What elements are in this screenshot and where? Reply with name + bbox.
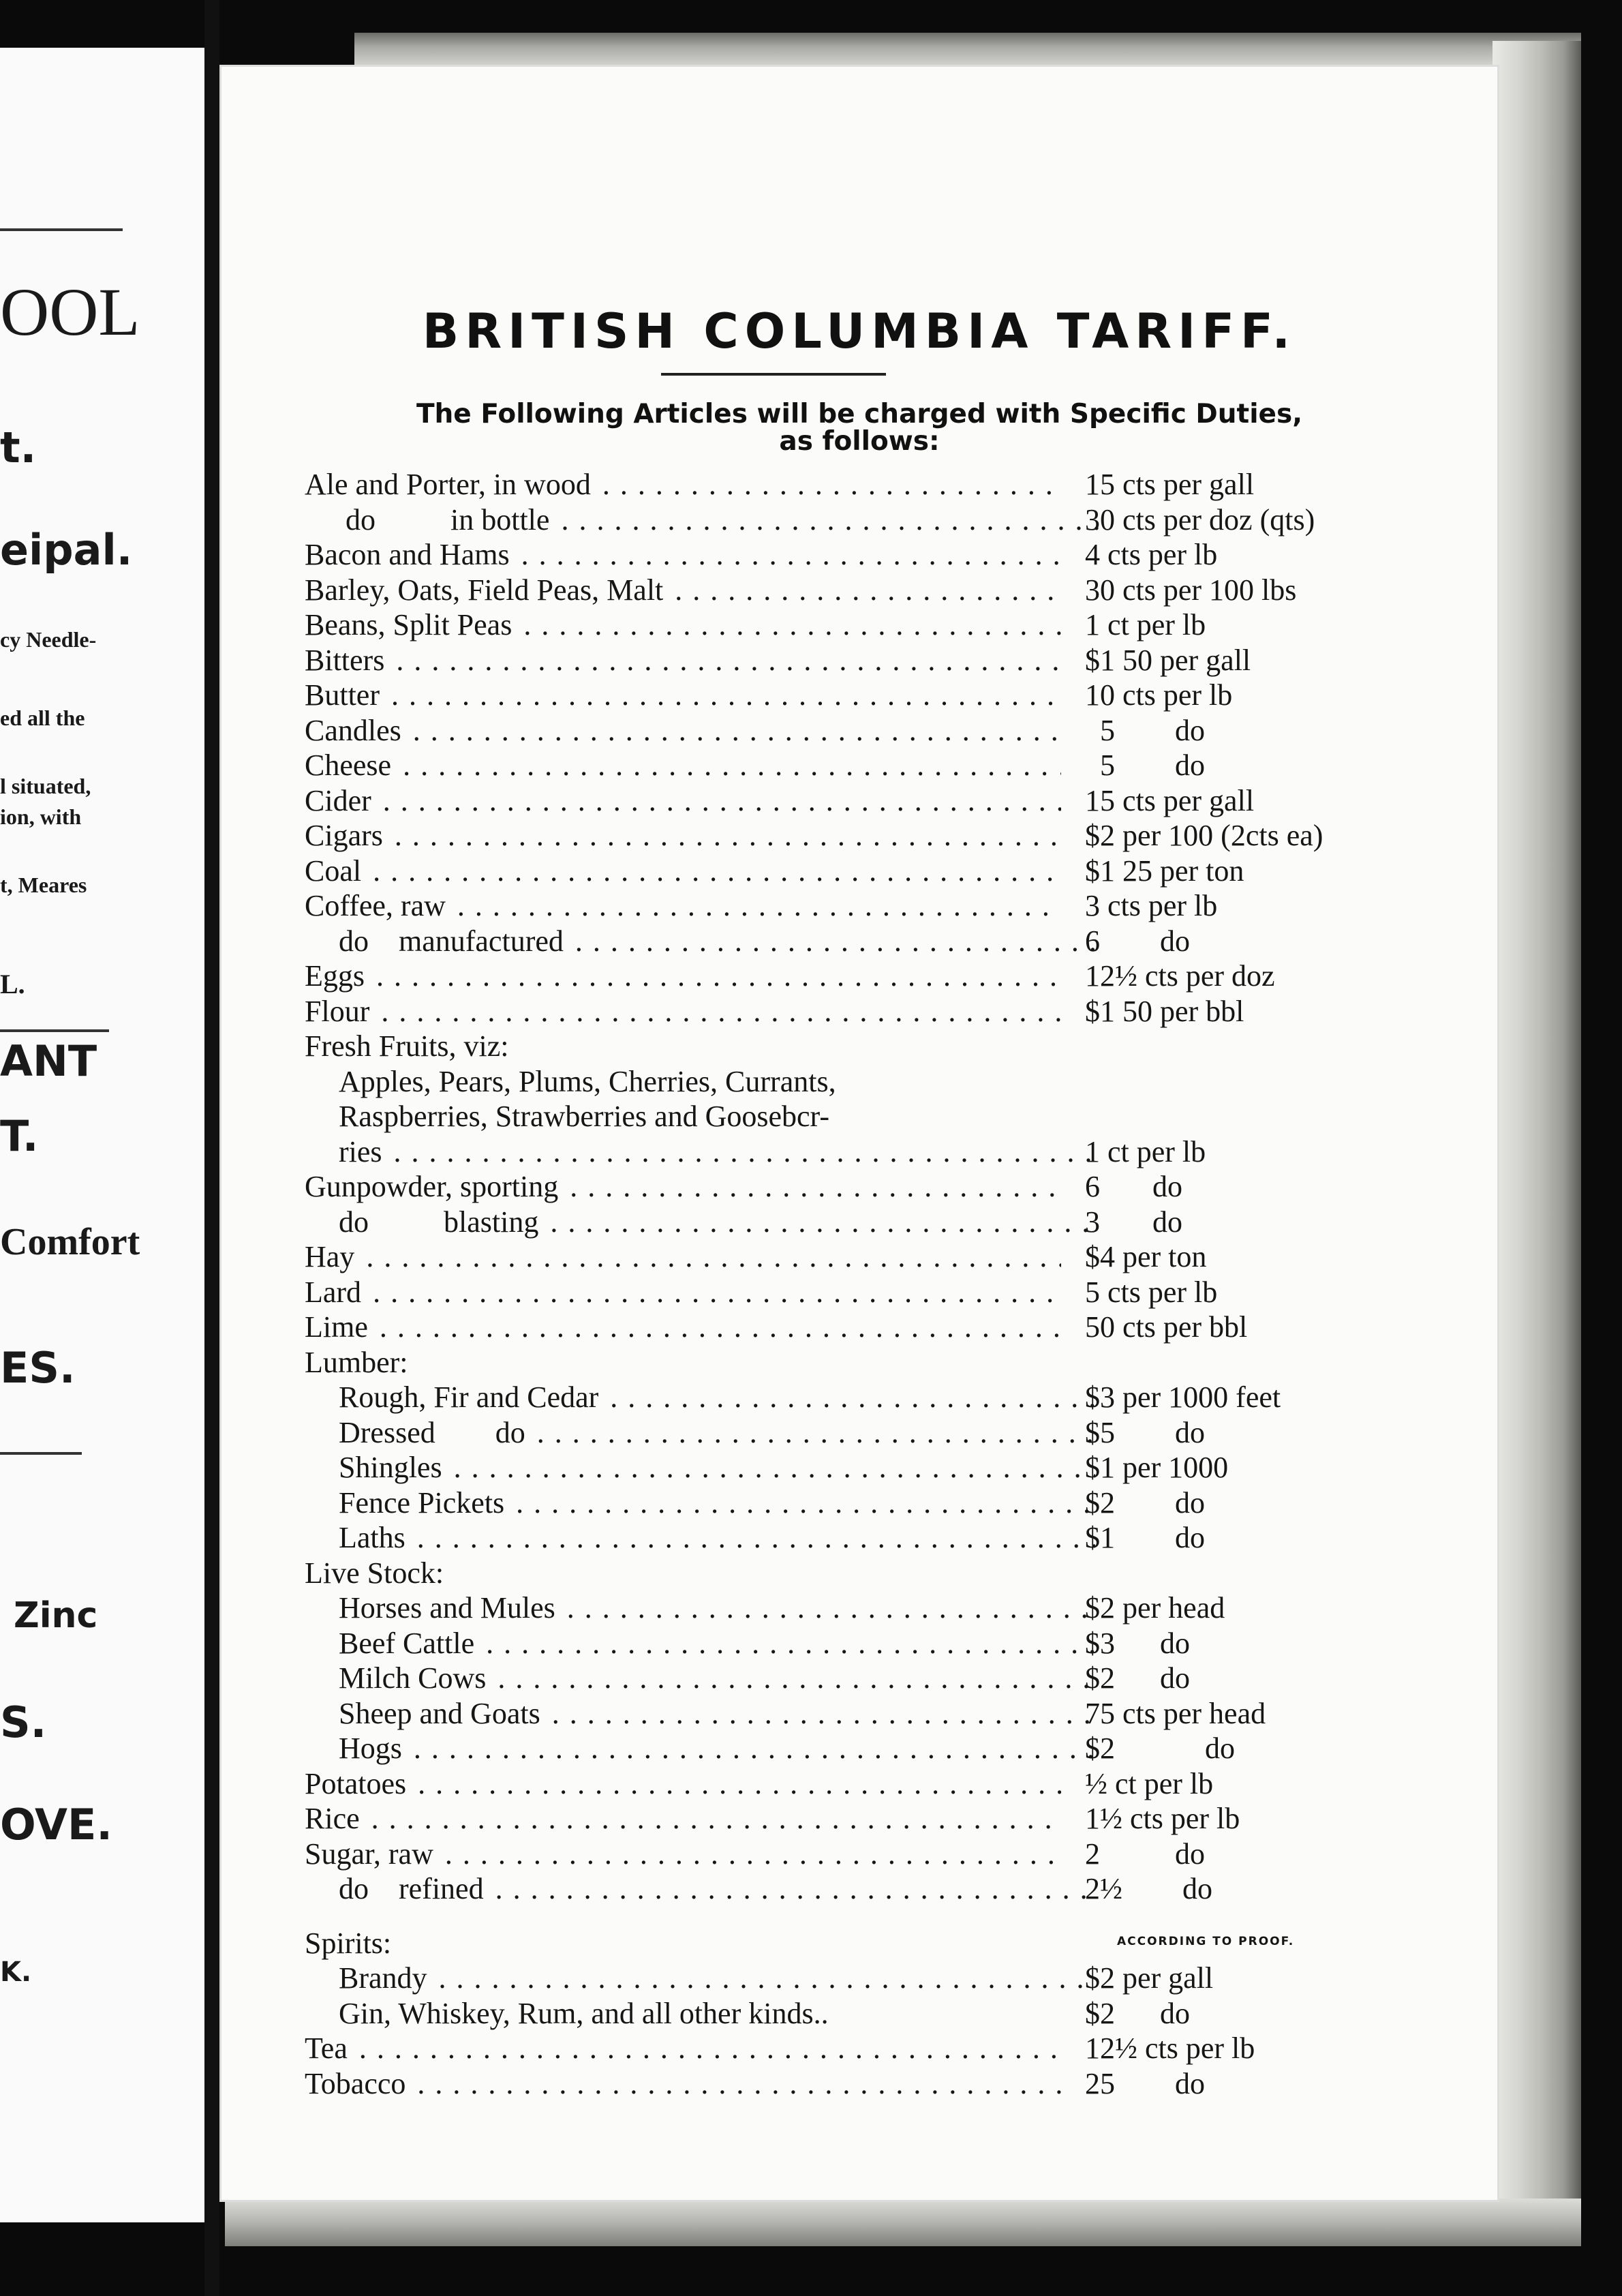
tariff-row xyxy=(305,678,1490,713)
tariff-row xyxy=(305,537,1490,573)
tariff-rate: 15 cts per gall xyxy=(1085,468,1255,501)
tariff-row xyxy=(305,467,1490,502)
tariff-item xyxy=(305,1871,1095,1907)
facing-page-fragment xyxy=(0,48,209,2222)
tariff-rate: 10 cts per lb xyxy=(1085,678,1233,712)
tariff-item-label: Coffee, raw xyxy=(305,889,448,922)
tariff-list xyxy=(305,467,1490,2101)
tariff-item-label: Bacon and Hams xyxy=(305,538,512,571)
tariff-rate: $2 per head xyxy=(1085,1591,1225,1625)
tariff-row xyxy=(305,1064,1490,1100)
tariff-row xyxy=(305,1926,1490,1961)
fragment-text: ion, with xyxy=(0,804,82,829)
tariff-item xyxy=(305,1801,1061,1837)
tariff-item-label: Rough, Fir and Cedar xyxy=(339,1380,601,1414)
tariff-rate: $2 do xyxy=(1085,1661,1190,1695)
tariff-item-label: Beef Cattle xyxy=(339,1627,477,1660)
fragment-text: OOL xyxy=(0,274,140,350)
divider xyxy=(0,228,123,231)
tariff-rate: 1 ct per lb xyxy=(1085,608,1206,641)
tariff-item xyxy=(305,1380,1095,1415)
tariff-item xyxy=(305,1134,1095,1170)
tariff-item-label: Fence Pickets xyxy=(339,1486,507,1520)
subtitle xyxy=(219,401,1499,455)
tariff-row xyxy=(305,1961,1490,1996)
tariff-item-label: Barley, Oats, Field Peas, Malt xyxy=(305,573,666,607)
tariff-item-label: Milch Cows xyxy=(339,1661,489,1695)
tariff-item xyxy=(305,573,1061,608)
tariff-rate: $1 per 1000 xyxy=(1085,1451,1229,1484)
fragment-text: K. xyxy=(0,1957,32,1988)
tariff-row xyxy=(305,1099,1490,1134)
book-gutter xyxy=(204,0,219,2296)
fragment-text: ANT xyxy=(0,1036,97,1086)
tariff-rate: 2½ do xyxy=(1085,1872,1212,1905)
tariff-item-label: Tea xyxy=(305,2031,350,2065)
tariff-rate: 1½ cts per lb xyxy=(1085,1802,1240,1835)
fragment-text: OVE. xyxy=(0,1800,112,1849)
tariff-item xyxy=(305,1696,1095,1732)
tariff-row xyxy=(305,1766,1490,1802)
tariff-rate: $2 do xyxy=(1085,1485,1205,1520)
tariff-item xyxy=(305,1485,1095,1521)
tariff-rate: ½ ct per lb xyxy=(1085,1766,1214,1800)
tariff-item xyxy=(305,748,1061,783)
fragment-text: ed all the xyxy=(0,706,85,730)
fragment-text: t. xyxy=(0,423,37,472)
tariff-row xyxy=(305,1520,1490,1556)
tariff-row xyxy=(305,1556,1490,1591)
tariff-item-label: Candles xyxy=(305,714,404,747)
tariff-item-label: Apples, Pears, Plums, Cherries, Currants, xyxy=(339,1065,839,1098)
tariff-row xyxy=(305,1871,1490,1907)
tariff-row xyxy=(305,573,1490,608)
tariff-item xyxy=(305,1205,1095,1240)
tariff-rate: $2 per 100 (2cts ea) xyxy=(1085,819,1323,852)
tariff-row xyxy=(305,1380,1490,1415)
tariff-row xyxy=(305,854,1490,889)
tariff-rate: 3 cts per lb xyxy=(1085,889,1218,922)
tariff-row xyxy=(305,1626,1490,1661)
tariff-item xyxy=(305,1590,1095,1626)
tariff-item xyxy=(305,713,1061,749)
tariff-rate: 1 ct per lb xyxy=(1085,1134,1206,1168)
tariff-item xyxy=(305,537,1061,573)
tariff-item-label: Gunpowder, sporting xyxy=(305,1170,561,1203)
subtitle-line: as follows: xyxy=(779,426,940,457)
tariff-row xyxy=(305,1696,1490,1732)
tariff-rate: 4 cts per lb xyxy=(1085,538,1218,571)
tariff-item-label: Horses and Mules xyxy=(339,1591,558,1625)
tariff-item xyxy=(305,1029,1061,1064)
tariff-rate: 30 cts per doz (qts) xyxy=(1085,502,1315,537)
tariff-item xyxy=(305,502,1102,538)
tariff-item-label: Ale and Porter, in wood xyxy=(305,468,594,501)
tariff-item xyxy=(305,1837,1061,1872)
tariff-rate: $2 do xyxy=(1085,1996,1190,2030)
tariff-item xyxy=(305,1626,1095,1661)
tariff-row xyxy=(305,713,1490,749)
tariff-row xyxy=(305,1345,1490,1380)
divider xyxy=(0,1029,109,1032)
tariff-row xyxy=(305,1205,1490,1240)
tariff-row xyxy=(305,502,1490,538)
tariff-row xyxy=(305,818,1490,854)
tariff-item xyxy=(305,1169,1061,1205)
tariff-rate: 5 cts per lb xyxy=(1085,1275,1218,1309)
tariff-rate: 12½ cts per lb xyxy=(1085,2031,1255,2065)
tariff-item xyxy=(305,958,1061,994)
page-edge xyxy=(354,33,1581,68)
tariff-item xyxy=(305,1239,1061,1275)
tariff-row xyxy=(305,783,1490,819)
tariff-row xyxy=(305,1415,1490,1451)
fragment-text: L. xyxy=(0,969,25,999)
tariff-rate: 6 do xyxy=(1085,1170,1182,1203)
divider xyxy=(0,1452,82,1455)
tariff-item-label: Lumber: xyxy=(305,1346,411,1379)
tariff-rate: 25 do xyxy=(1085,2066,1205,2100)
tariff-item-label: Laths xyxy=(339,1521,408,1554)
tariff-rate: 6 do xyxy=(1085,924,1190,958)
tariff-item xyxy=(305,1275,1061,1310)
tariff-item-label: Flour xyxy=(305,995,372,1028)
tariff-item xyxy=(305,607,1061,643)
tariff-item-label: Fresh Fruits, viz: xyxy=(305,1029,511,1063)
tariff-row xyxy=(305,2031,1490,2066)
fragment-text: l situated, xyxy=(0,774,91,798)
spirits-note: ACCORDING TO PROOF. xyxy=(1117,1934,1295,1948)
tariff-item xyxy=(305,1520,1095,1556)
tariff-rate: 30 cts per 100 lbs xyxy=(1085,573,1297,607)
tariff-item-label: Rice xyxy=(305,1802,363,1835)
tariff-item-label: Sugar, raw xyxy=(305,1837,436,1871)
tariff-rate: $1 50 per bbl xyxy=(1085,994,1244,1028)
tariff-rate: $3 per 1000 feet xyxy=(1085,1380,1281,1414)
tariff-item-label: Tobacco xyxy=(305,2067,408,2100)
tariff-row xyxy=(305,1661,1490,1696)
tariff-item xyxy=(305,1661,1095,1696)
fragment-text: ES. xyxy=(0,1343,76,1393)
tariff-rate: $1 do xyxy=(1085,1521,1205,1554)
tariff-rate: 3 do xyxy=(1085,1205,1182,1239)
tariff-item-label: ries xyxy=(339,1135,385,1168)
tariff-item-label: Live Stock: xyxy=(305,1556,446,1590)
tariff-item-label: Spirits: xyxy=(305,1927,394,1960)
tariff-row xyxy=(305,643,1490,678)
tariff-row xyxy=(305,924,1490,959)
tariff-item-label: Brandy xyxy=(339,1961,430,1995)
tariff-item xyxy=(305,1345,1061,1380)
fragment-text: T. xyxy=(0,1111,39,1161)
tariff-item-label: Cheese xyxy=(305,749,394,782)
tariff-row xyxy=(305,1029,1490,1064)
tariff-item xyxy=(305,643,1061,678)
fragment-text: Zinc xyxy=(14,1595,98,1636)
tariff-item-label: do blasting xyxy=(339,1205,541,1239)
tariff-row xyxy=(305,1485,1490,1521)
tariff-item-label: Shingles xyxy=(339,1451,445,1484)
subtitle-line: The Following Articles will be charged with Specific Duties, xyxy=(416,399,1303,429)
tariff-item-label: Dressed do xyxy=(339,1416,528,1449)
tariff-row xyxy=(305,1837,1490,1872)
tariff-item-label: Butter xyxy=(305,678,382,712)
tariff-item-label: Potatoes xyxy=(305,1767,409,1800)
tariff-item-label: Lime xyxy=(305,1310,371,1344)
tariff-rate: $5 do xyxy=(1085,1415,1205,1449)
tariff-item-label: Coal xyxy=(305,854,364,888)
tariff-page xyxy=(219,65,1499,2202)
tariff-row xyxy=(305,958,1490,994)
tariff-row xyxy=(305,748,1490,783)
tariff-rate: 15 cts per gall xyxy=(1085,783,1255,817)
tariff-row xyxy=(305,888,1490,924)
tariff-item-label: Sheep and Goats xyxy=(339,1697,543,1730)
fragment-text: t, Meares xyxy=(0,873,87,897)
tariff-rate: $3 do xyxy=(1085,1626,1190,1660)
tariff-item xyxy=(305,1064,1095,1100)
tariff-item-label: Bitters xyxy=(305,644,387,677)
tariff-item-label: Gin, Whiskey, Rum, and all other kinds.. xyxy=(339,1997,831,2030)
tariff-row xyxy=(305,1996,1490,2031)
tariff-rate: 12½ cts per doz xyxy=(1085,959,1275,993)
fragment-text: S. xyxy=(0,1697,47,1747)
tariff-item xyxy=(305,1926,1061,1961)
tariff-item-label: Hay xyxy=(305,1240,357,1273)
tariff-item xyxy=(305,2066,1061,2102)
tariff-item xyxy=(305,888,1061,924)
tariff-rate: $1 50 per gall xyxy=(1085,643,1251,677)
tariff-item xyxy=(305,678,1061,713)
tariff-rate: $1 25 per ton xyxy=(1085,854,1244,888)
tariff-rate: 50 cts per bbl xyxy=(1085,1310,1248,1344)
tariff-item xyxy=(305,1450,1095,1485)
tariff-rate: $4 per ton xyxy=(1085,1240,1207,1273)
tariff-item-label: do manufactured xyxy=(339,924,566,958)
tariff-item-label: do refined xyxy=(339,1872,487,1905)
tariff-item xyxy=(305,1731,1095,1766)
tariff-rate: 75 cts per head xyxy=(1085,1696,1266,1730)
tariff-item-label: Cigars xyxy=(305,819,386,852)
title-divider xyxy=(661,373,886,376)
tariff-item-label: Raspberries, Strawberries and Goosebcr- xyxy=(339,1100,832,1133)
tariff-item-label: Hogs xyxy=(339,1732,405,1765)
tariff-item xyxy=(305,994,1061,1029)
tariff-row xyxy=(305,607,1490,643)
tariff-item-label: Cider xyxy=(305,784,374,817)
tariff-row xyxy=(305,994,1490,1029)
tariff-row xyxy=(305,1169,1490,1205)
tariff-item xyxy=(305,1766,1061,1802)
tariff-rate: 5 do xyxy=(1085,749,1205,782)
tariff-item xyxy=(305,1099,1095,1134)
tariff-rate: $2 do xyxy=(1085,1732,1235,1765)
fragment-text: eipal. xyxy=(0,525,133,575)
tariff-row xyxy=(305,1801,1490,1837)
tariff-row xyxy=(305,1134,1490,1170)
tariff-item-label: Beans, Split Peas xyxy=(305,608,515,641)
tariff-item-label: Lard xyxy=(305,1275,364,1309)
tariff-row xyxy=(305,2066,1490,2102)
page-edge xyxy=(1493,41,1581,2209)
tariff-rate: 2 do xyxy=(1085,1837,1205,1871)
tariff-row xyxy=(305,1239,1490,1275)
page-edge xyxy=(225,2199,1581,2246)
tariff-item xyxy=(305,924,1095,959)
tariff-row xyxy=(305,1590,1490,1626)
tariff-rate: $2 per gall xyxy=(1085,1961,1214,1995)
tariff-item xyxy=(305,1415,1095,1451)
tariff-item xyxy=(305,818,1061,854)
tariff-item xyxy=(305,2031,1061,2066)
tariff-row xyxy=(305,1450,1490,1485)
tariff-item xyxy=(305,1996,1095,2031)
tariff-item-label: do in bottle xyxy=(346,503,552,537)
page-title: BRITISH COLUMBIA TARIFF. xyxy=(422,303,1297,359)
tariff-rate: 5 do xyxy=(1085,713,1205,747)
tariff-row xyxy=(305,1275,1490,1310)
tariff-row xyxy=(305,1310,1490,1345)
tariff-item xyxy=(305,783,1061,819)
tariff-item xyxy=(305,1961,1095,1996)
fragment-text: cy Needle- xyxy=(0,627,97,652)
fragment-text: Comfort xyxy=(0,1221,140,1263)
tariff-item xyxy=(305,1556,1061,1591)
tariff-item-label: Eggs xyxy=(305,959,367,993)
tariff-row xyxy=(305,1731,1490,1766)
tariff-item xyxy=(305,1310,1061,1345)
tariff-item xyxy=(305,854,1061,889)
tariff-item xyxy=(305,467,1061,502)
